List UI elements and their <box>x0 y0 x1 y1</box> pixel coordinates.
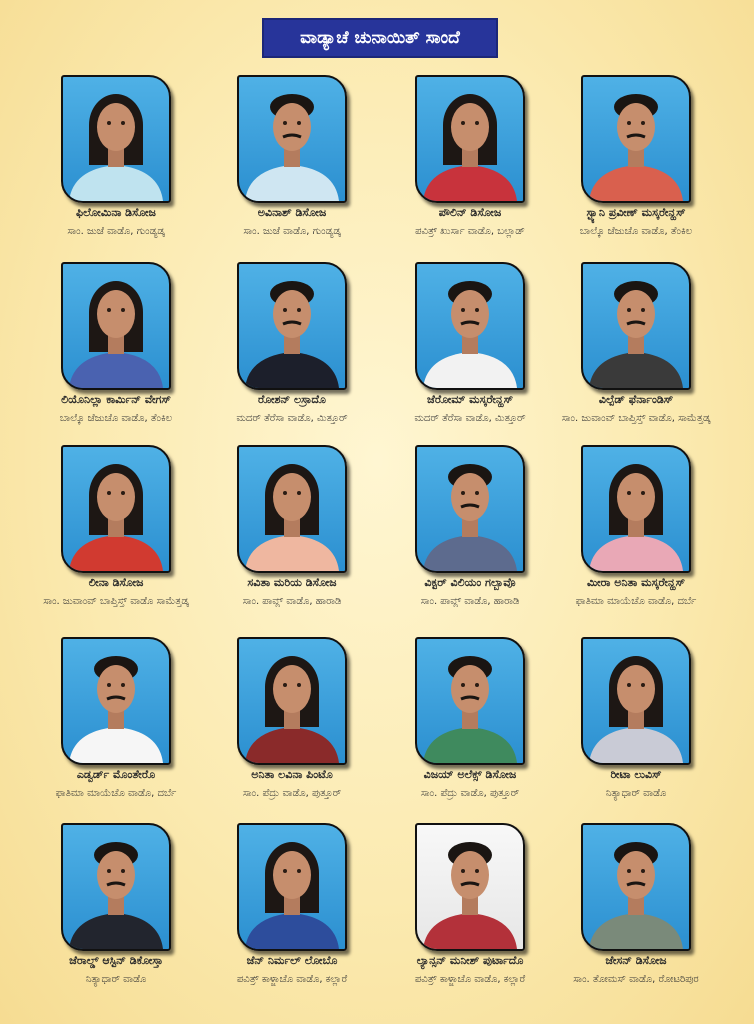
member-card <box>376 823 564 1023</box>
member-address: ಮದರ್ ತೆರೆಸಾ ವಾಡೊ, ಮಿತ್ತೂರ್ <box>414 413 526 424</box>
member-card <box>542 637 730 837</box>
member-address: ನಿತ್ಯಾಧಾರ್ ವಾಡೊ <box>605 788 667 799</box>
member-photo <box>581 637 691 765</box>
member-name: ಜೆರಾಲ್ಡ್ ಆಸ್ಟಿನ್ ಡಿಕೋಸ್ತಾ <box>69 954 163 967</box>
member-name: ಮೀರಾ ಅನಿತಾ ಮಸ್ಕರೇನ್ಹಸ್ <box>587 576 685 589</box>
member-photo <box>237 823 347 951</box>
member-photo <box>415 262 525 390</box>
member-name: ಲ್ಯಾನ್ಸನ್ ಮನೀಶ್ ಪುರ್ಟಾದೊ <box>416 954 524 967</box>
member-card <box>542 75 730 275</box>
member-name: ಜೆನ್ ನಿರ್ಮಲ್ ಲೋಬೊ <box>246 954 338 967</box>
member-photo <box>581 445 691 573</box>
member-photo <box>61 637 171 765</box>
member-name: ವಿಜಯ್ ಅಲೆಕ್ಸ್ ಡಿಸೋಜ <box>423 768 517 781</box>
member-name: ಸ್ಟ್ಯಾನಿ ಪ್ರವೀಣ್ ಮಸ್ಕರೇನ್ಹಸ್ <box>586 206 686 219</box>
member-card <box>198 637 386 837</box>
member-photo <box>61 445 171 573</box>
member-address: ಸಾಂ. ಪೆದ್ರು ವಾಡೊ, ಪುತ್ತೂರ್ <box>420 788 520 799</box>
member-address: ಫಾತಿಮಾ ಮಾಯೆಚೊ ವಾಡೊ, ದರ್ಬೆ <box>575 596 697 607</box>
member-name: ಎಡ್ವರ್ಡ್ ಮೊಂತೇರೊ <box>76 768 156 781</box>
member-card <box>22 445 210 645</box>
member-card <box>542 262 730 462</box>
member-name: ರೋಶನ್ ಲಸ್ರಾದೊ <box>258 393 326 406</box>
member-name: ಅವಿನಾಶ್ ಡಿಸೋಜ <box>257 206 327 219</box>
member-card <box>22 823 210 1023</box>
member-name: ಪೌಲಿನ್ ಡಿಸೋಜ <box>438 206 502 219</box>
member-card <box>376 637 564 837</box>
member-card <box>376 75 564 275</box>
member-name: ಲಿಯೊನಿಲ್ಲಾ ಕಾರ್ಮಿನ್ ವೇಗಸ್ <box>61 393 171 406</box>
member-photo <box>581 75 691 203</box>
member-photo <box>237 445 347 573</box>
member-card <box>542 823 730 1023</box>
member-address: ಬಾಲ್ಕೊ ಜೆಜುಚೊ ವಾಡೊ, ತೆಂಕಿಲ <box>59 413 173 424</box>
member-photo <box>415 445 525 573</box>
member-address: ಸಾಂ. ಜುವಾಂವ್ ಬಾಪ್ತಿಸ್ತ್ ವಾಡೊ, ಸಾಮೆತ್ತಡ್ಕ <box>561 413 711 424</box>
member-name: ಜೆರೋಮ್ ಮಸ್ಕರೇನ್ಹಸ್ <box>427 393 513 406</box>
member-address: ನಿತ್ಯಾಧಾರ್ ವಾಡೊ <box>85 974 147 985</box>
member-card <box>198 75 386 275</box>
member-address: ಸಾಂ. ತೋಮಸ್ ವಾಡೊ, ರೋಟರಿಪುರ <box>573 974 699 985</box>
member-name: ಲೀನಾ ಡಿಸೋಜ <box>88 576 144 589</box>
member-name: ವಿಕ್ಟರ್ ವಿಲಿಯಂ ಗಲ್ಬಾವೊ <box>424 576 516 589</box>
member-photo <box>415 637 525 765</box>
member-address: ಪವಿತ್ರ್ ಕಾಳ್ಜಾಚೊ ವಾಡೊ, ಕಲ್ಲಾರೆ <box>236 974 348 985</box>
member-address: ಸಾಂ. ಜುಜೆ ವಾಡೊ, ಗುಂಡ್ಯಡ್ಕ <box>243 226 341 237</box>
member-address: ಫಾತಿಮಾ ಮಾಯೆಚೊ ವಾಡೊ, ದರ್ಬೆ <box>55 788 177 799</box>
member-card <box>542 445 730 645</box>
member-card <box>198 823 386 1023</box>
member-photo <box>581 823 691 951</box>
member-name: ಫಿಲೋಮಿನಾ ಡಿಸೋಜ <box>76 206 156 219</box>
member-photo <box>237 75 347 203</box>
member-card <box>198 445 386 645</box>
member-card <box>22 262 210 462</box>
member-name: ಸವಿತಾ ಮರಿಯ ಡಿಸೋಜ <box>247 576 337 589</box>
member-address: ಬಾಲ್ಕೊ ಜೆಜುಚೊ ವಾಡೊ, ತೆಂಕಿಲ <box>579 226 693 237</box>
member-photo <box>61 823 171 951</box>
member-photo <box>237 262 347 390</box>
page-title: ವಾಡ್ಯಾಚೆ ಚುನಾಯಿತ್ ಸಾಂದೆ <box>264 20 496 56</box>
member-address: ಸಾಂ. ಜುಜೆ ವಾಡೊ, ಗುಂಡ್ಯಡ್ಕ <box>67 226 165 237</box>
member-name: ಅನಿತಾ ಲವಿನಾ ಪಿಂಟೊ <box>251 768 333 781</box>
member-address: ಪವಿತ್ರ್ ಕಾಳ್ಜಾಚೊ ವಾಡೊ, ಕಲ್ಲಾರೆ <box>414 974 526 985</box>
member-address: ಸಾಂ. ಪಾವ್ಲ್ ವಾಡೊ, ಹಾರಾಡಿ <box>420 596 520 607</box>
member-photo <box>61 75 171 203</box>
member-card <box>376 262 564 462</box>
member-address: ಮದರ್ ತೆರೆಸಾ ವಾಡೊ, ಮಿತ್ತೂರ್ <box>236 413 348 424</box>
member-photo <box>61 262 171 390</box>
member-card <box>22 75 210 275</box>
member-card <box>376 445 564 645</box>
member-name: ಜೇಸನ್ ಡಿಸೋಜ <box>605 954 667 967</box>
member-photo <box>581 262 691 390</box>
member-name: ರೀಟಾ ಲುವಿಸ್ <box>610 768 662 781</box>
member-address: ಪವಿತ್ರ್ ಖುರ್ಸಾ ವಾಡೊ, ಬಲ್ಲಾಡ್ <box>415 226 525 237</box>
member-name: ವಿಲ್ಪೆಡ್ ಫೆರ್ನಾಂಡಿಸ್ <box>598 393 674 406</box>
member-card <box>22 637 210 837</box>
member-photo <box>237 637 347 765</box>
member-card <box>198 262 386 462</box>
member-photo <box>415 823 525 951</box>
member-photo <box>415 75 525 203</box>
member-address: ಸಾಂ. ಪೆದ್ರು ವಾಡೊ, ಪುತ್ತೂರ್ <box>242 788 342 799</box>
member-address: ಸಾಂ. ಪಾವ್ಲ್ ವಾಡೊ, ಹಾರಾಡಿ <box>242 596 342 607</box>
member-address: ಸಾಂ. ಜುವಾಂವ್ ಬಾಪ್ತಿಸ್ತ್ ವಾಡೊ ಸಾಮೆತ್ತಡ್ಕ <box>43 596 189 607</box>
